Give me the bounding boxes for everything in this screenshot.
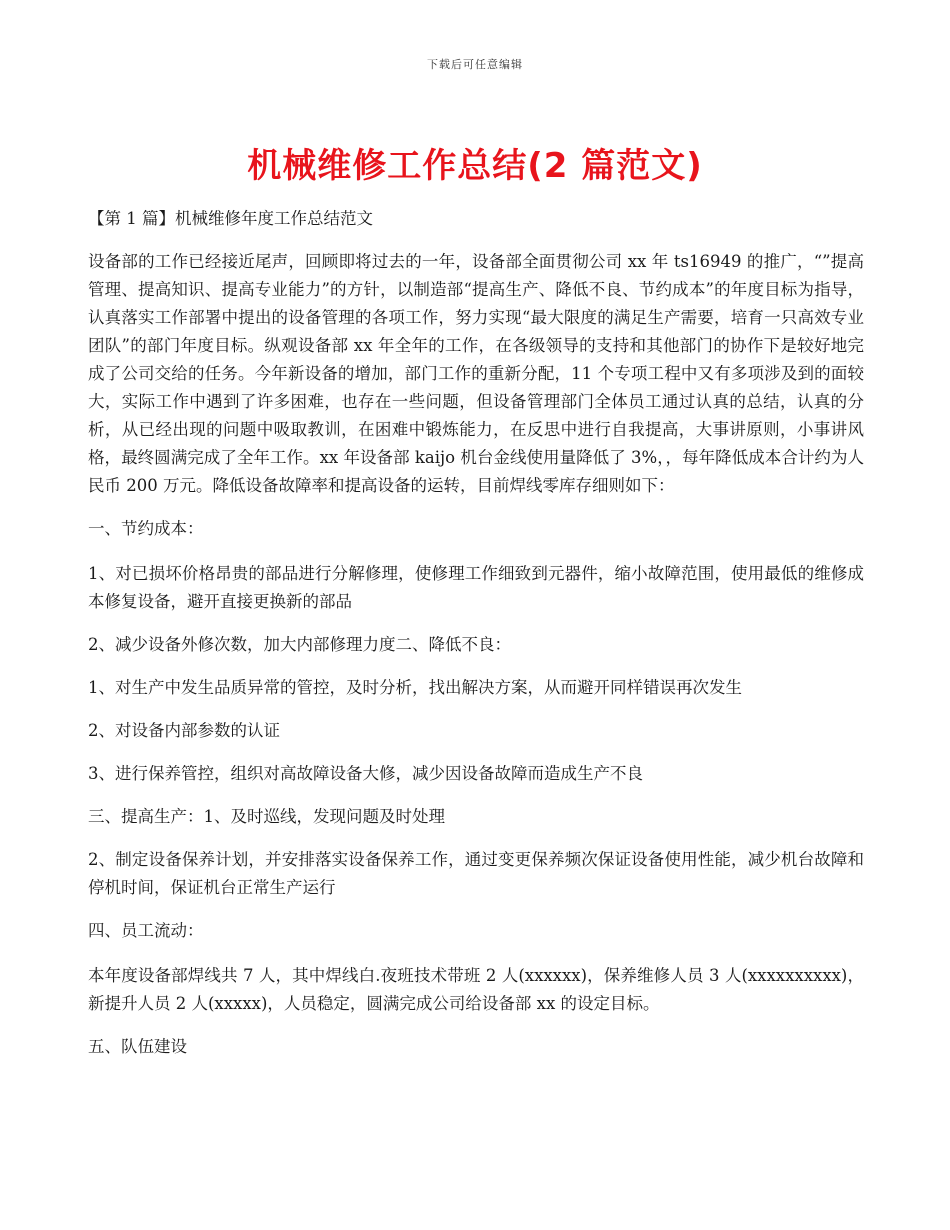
list-item: 1、对生产中发生品质异常的管控，及时分析，找出解决方案，从而避开同样错误再次发生 [88, 678, 742, 697]
list-item: 2、制定设备保养计划，并安排落实设备保养工作，通过变更保养频次保证设备使用性能，减少机台故障和停机时间，保证机台正常生产运行 [88, 850, 864, 897]
page-header-note: 下载后可任意编辑 [427, 58, 523, 71]
section-heading-team: 五、队伍建设 [88, 1037, 187, 1056]
list-item: 2、对设备内部参数的认证 [88, 721, 280, 740]
document-title: 机械维修工作总结(2 篇范文) [247, 146, 703, 186]
document-body [88, 205, 864, 1076]
body-paragraph-staff: 本年度设备部焊线共 7 人，其中焊线白.夜班技术带班 2 人(xxxxxx)，保养维修人员 3 人(xxxxxxxxxx)，新提升人员 2 人(xxxxx)，人员稳定，圆满完成公司给设备部 xx 的设定目标。 [88, 966, 864, 1013]
list-item: 2、减少设备外修次数，加大内部修理力度二、降低不良： [88, 635, 511, 654]
section-subtitle: 【第 1 篇】机械维修年度工作总结范文 [88, 209, 373, 228]
body-paragraph-intro: 设备部的工作已经接近尾声，回顾即将过去的一年，设备部全面贯彻公司 xx 年 ts16949 的推广，“”提高管理、提高知识、提高专业能力”的方针，以制造部“提高生产、降低不良、节约成本”的年度目标为指导，认真落实工作部署中提出的设备管理的各项工作，努力实现“最大限度的满足生产需要，培育一只高效专业团队”的部门年度目标。纵观设备部 xx 年全年的工作，在各级领导的支持和其他部门的协作下是较好地完成了公司交给的任务。今年新设备的增加，部门工作的重新分配，11 个专项工程中又有多项涉及到的面较大，实际工作中遇到了许多困难，也存在一些问题，但设备管理部门全体员工通过认真的总结，认真的分析，从已经出现的问题中吸取教训，在困难中锻炼能力，在反思中进行自我提高，大事讲原则，小事讲风格，最终圆满完成了全年工作。xx 年设备部 kaijo 机台金线使用量降低了 3%，，每年降低成本合计约为人民币 200 万元。降低设备故障率和提高设备的运转，目前焊线零库存细则如下： [88, 252, 864, 495]
list-item: 1、对已损坏价格昂贵的部品进行分解修理，使修理工作细致到元器件，缩小故障范围，使用最低的维修成本修复设备，避开直接更换新的部品 [88, 564, 864, 611]
section-heading-staff: 四、员工流动： [88, 921, 204, 940]
section-heading-cost: 一、节约成本： [88, 519, 204, 538]
section-heading-production: 三、提高生产：1、及时巡线，发现问题及时处理 [88, 807, 445, 826]
list-item: 3、进行保养管控，组织对高故障设备大修，减少因设备故障而造成生产不良 [88, 764, 643, 783]
